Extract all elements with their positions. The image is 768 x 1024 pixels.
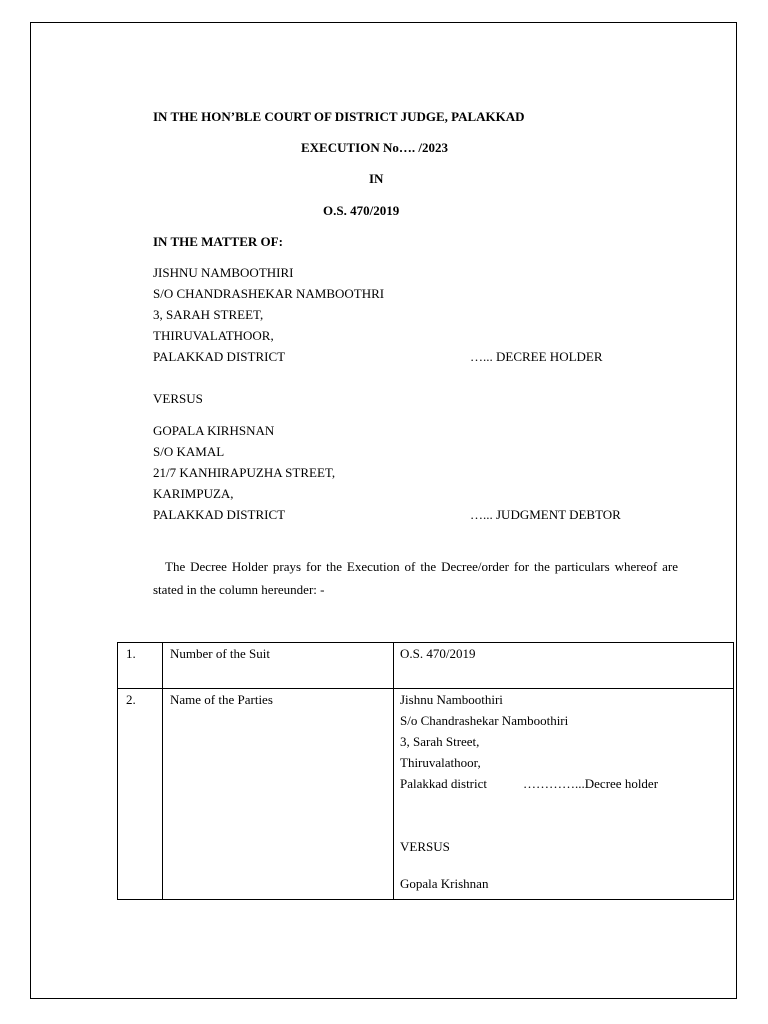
prayer-paragraph: The Decree Holder prays for the Execution of the Decree/order for the particulars whereof are stated in the column hereunder: - [153, 559, 678, 597]
particulars-table [117, 642, 734, 900]
row-number: 1. [126, 646, 136, 661]
debtor-parent: S/O KAMAL [153, 444, 225, 459]
debtor-street: 21/7 KANHIRAPUZHA STREET, [153, 465, 336, 480]
table-row [118, 689, 734, 900]
matter-heading: IN THE MATTER OF: [153, 234, 283, 249]
decree-holder-street: 3, SARAH STREET, [153, 307, 264, 322]
table-versus: VERSUS [400, 839, 450, 854]
row-label: Number of the Suit [170, 646, 271, 661]
party-street: 3, Sarah Street, [400, 734, 480, 749]
court-heading: IN THE HON’BLE COURT OF DISTRICT JUDGE, PALAKKAD [153, 109, 525, 124]
party-parent: S/o Chandrashekar Namboothiri [400, 713, 569, 728]
party-district-line [400, 773, 733, 794]
debtor-district: PALAKKAD DISTRICT [153, 507, 286, 522]
debtor-role: …... JUDGMENT DEBTOR [470, 507, 621, 522]
table-row [118, 643, 734, 689]
other-party-name: Gopala Krishnan [400, 876, 489, 891]
decree-holder-parent: S/O CHANDRASHEKAR NAMBOOTHRI [153, 286, 385, 301]
decree-holder-role: …... DECREE HOLDER [470, 349, 603, 364]
versus-label: VERSUS [153, 391, 203, 406]
party-role: …………...Decree holder [523, 776, 659, 791]
row-label: Name of the Parties [170, 692, 273, 707]
decree-holder-name: JISHNU NAMBOOTHIRI [153, 265, 294, 280]
party-district: Palakkad district [400, 776, 488, 791]
suit-value: O.S. 470/2019 [400, 646, 476, 661]
decree-holder-district: PALAKKAD DISTRICT [153, 349, 286, 364]
debtor-town: KARIMPUZA, [153, 486, 234, 501]
party-name: Jishnu Namboothiri [400, 692, 503, 707]
execution-number: EXECUTION No…. /2023 [301, 140, 448, 155]
suit-number: O.S. 470/2019 [323, 203, 400, 218]
in-label: IN [369, 171, 384, 186]
party-town: Thiruvalathoor, [400, 755, 481, 770]
decree-holder-town: THIRUVALATHOOR, [153, 328, 274, 343]
debtor-name: GOPALA KIRHSNAN [153, 423, 275, 438]
row-number: 2. [126, 692, 136, 707]
